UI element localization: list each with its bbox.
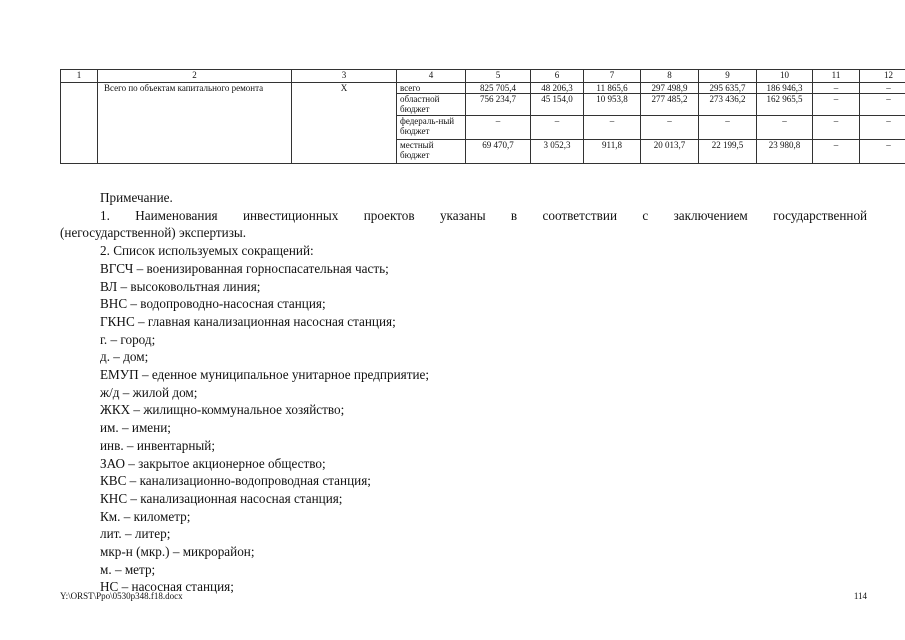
- note-1-word: с: [642, 207, 649, 223]
- value-cell: –: [699, 116, 757, 140]
- funding-source-cell: всего: [397, 83, 466, 94]
- value-cell: 11 865,6: [584, 83, 641, 94]
- abbreviation-item: ВГСЧ – военизированная горноспасательная часть;: [100, 260, 389, 276]
- value-cell: –: [813, 116, 860, 140]
- value-cell: 186 946,3: [757, 83, 813, 94]
- abbreviation-item: инв. – инвентарный;: [100, 437, 216, 453]
- value-cell: –: [584, 116, 641, 140]
- value-cell: 756 234,7: [466, 94, 531, 116]
- value-cell: –: [757, 116, 813, 140]
- value-cell: –: [531, 116, 584, 140]
- value-cell: 48 206,3: [531, 83, 584, 94]
- note-1-line-1: [60, 207, 867, 225]
- header-row: [61, 70, 905, 83]
- column-number-cell: 9: [699, 70, 757, 83]
- column-number-cell: 7: [584, 70, 641, 83]
- value-cell: 20 013,7: [641, 140, 699, 164]
- column-number-cell: 1: [61, 70, 98, 83]
- notes-title: Примечание.: [100, 190, 173, 205]
- column-number-cell: 10: [757, 70, 813, 83]
- value-cell: 69 470,7: [466, 140, 531, 164]
- notes-section: [60, 189, 867, 596]
- value-cell: 825 705,4: [466, 83, 531, 94]
- page-footer: [60, 591, 867, 605]
- abbreviation-item: м. – метр;: [100, 561, 156, 577]
- note-1-word: 1. Наименования: [100, 207, 218, 223]
- abbreviation-item: ж/д – жилой дом;: [100, 384, 198, 400]
- note-1-word: проектов: [363, 207, 415, 223]
- page-number: 114: [853, 591, 867, 601]
- value-cell: –: [860, 116, 905, 140]
- value-cell: 295 635,7: [699, 83, 757, 94]
- abbreviation-item: ЖКХ – жилищно-коммунальное хозяйство;: [100, 402, 345, 418]
- value-cell: –: [466, 116, 531, 140]
- column-number-cell: 3: [292, 70, 397, 83]
- column-number-cell: 4: [397, 70, 466, 83]
- value-cell: 911,8: [584, 140, 641, 164]
- abbreviation-item: ЗАО – закрытое акционерное общество;: [100, 455, 326, 471]
- abbreviation-item: НС – насосная станция;: [100, 579, 234, 595]
- abbreviation-item: ГКНС – главная канализационная насосная станция;: [100, 313, 396, 329]
- column-number-cell: 6: [531, 70, 584, 83]
- group-label-cell: Всего по объектам капитального ремонта: [98, 83, 292, 164]
- abbreviation-item: Км. – километр;: [100, 508, 191, 524]
- funding-source-cell: областной бюджет: [397, 94, 466, 116]
- abbreviation-item: д. – дом;: [100, 349, 149, 365]
- abbreviation-item: мкр-н (мкр.) – микрорайон;: [100, 544, 255, 560]
- value-cell: 273 436,2: [699, 94, 757, 116]
- value-cell: –: [860, 83, 905, 94]
- note-1-word: заключением: [673, 207, 748, 223]
- column-number-cell: 8: [641, 70, 699, 83]
- funding-source-cell: местный бюджет: [397, 140, 466, 164]
- value-cell: –: [641, 116, 699, 140]
- value-cell: 23 980,8: [757, 140, 813, 164]
- note-1-word: соответствии: [542, 207, 618, 223]
- file-path: Y:\ORST\Ppo\0530p348.f18.docx: [60, 591, 183, 601]
- abbreviation-item: им. – имени;: [100, 420, 171, 436]
- value-cell: 277 485,2: [641, 94, 699, 116]
- value-cell: 10 953,8: [584, 94, 641, 116]
- note-1-word: указаны: [439, 207, 486, 223]
- row-number-cell: [61, 83, 98, 164]
- value-cell: –: [813, 83, 860, 94]
- value-cell: –: [813, 140, 860, 164]
- abbreviation-item: КВС – канализационно-водопроводная станция;: [100, 473, 371, 489]
- funding-source-cell: федераль-ный бюджет: [397, 116, 466, 140]
- abbreviation-list: [60, 260, 867, 596]
- column-number-cell: 11: [813, 70, 860, 83]
- financing-table: [60, 69, 905, 164]
- column-number-cell: 12: [860, 70, 905, 83]
- value-cell: –: [813, 94, 860, 116]
- value-cell: 22 199,5: [699, 140, 757, 164]
- abbreviation-item: ВЛ – высоковольтная линия;: [100, 278, 261, 294]
- note-1-word: инвестиционных: [242, 207, 339, 223]
- group-code-cell: Х: [292, 83, 397, 164]
- note-1-line-2: (негосударственной) экспертизы.: [60, 225, 247, 241]
- value-cell: 297 498,9: [641, 83, 699, 94]
- abbreviation-item: ЕМУП – еденное муниципальное унитарное предприятие;: [100, 367, 430, 383]
- note-2: 2. Список используемых сокращений:: [100, 243, 314, 259]
- table-row: [61, 83, 905, 94]
- value-cell: 3 052,3: [531, 140, 584, 164]
- abbreviation-item: г. – город;: [100, 331, 156, 347]
- value-cell: 45 154,0: [531, 94, 584, 116]
- value-cell: 162 965,5: [757, 94, 813, 116]
- abbreviation-item: КНС – канализационная насосная станция;: [100, 490, 343, 506]
- column-number-cell: 5: [466, 70, 531, 83]
- note-1-word: в: [510, 207, 518, 223]
- column-number-cell: 2: [98, 70, 292, 83]
- abbreviation-item: ВНС – водопроводно-насосная станция;: [100, 296, 326, 312]
- note-1-word: государственной: [773, 207, 868, 223]
- value-cell: –: [860, 94, 905, 116]
- abbreviation-item: лит. – литер;: [100, 526, 171, 542]
- value-cell: –: [860, 140, 905, 164]
